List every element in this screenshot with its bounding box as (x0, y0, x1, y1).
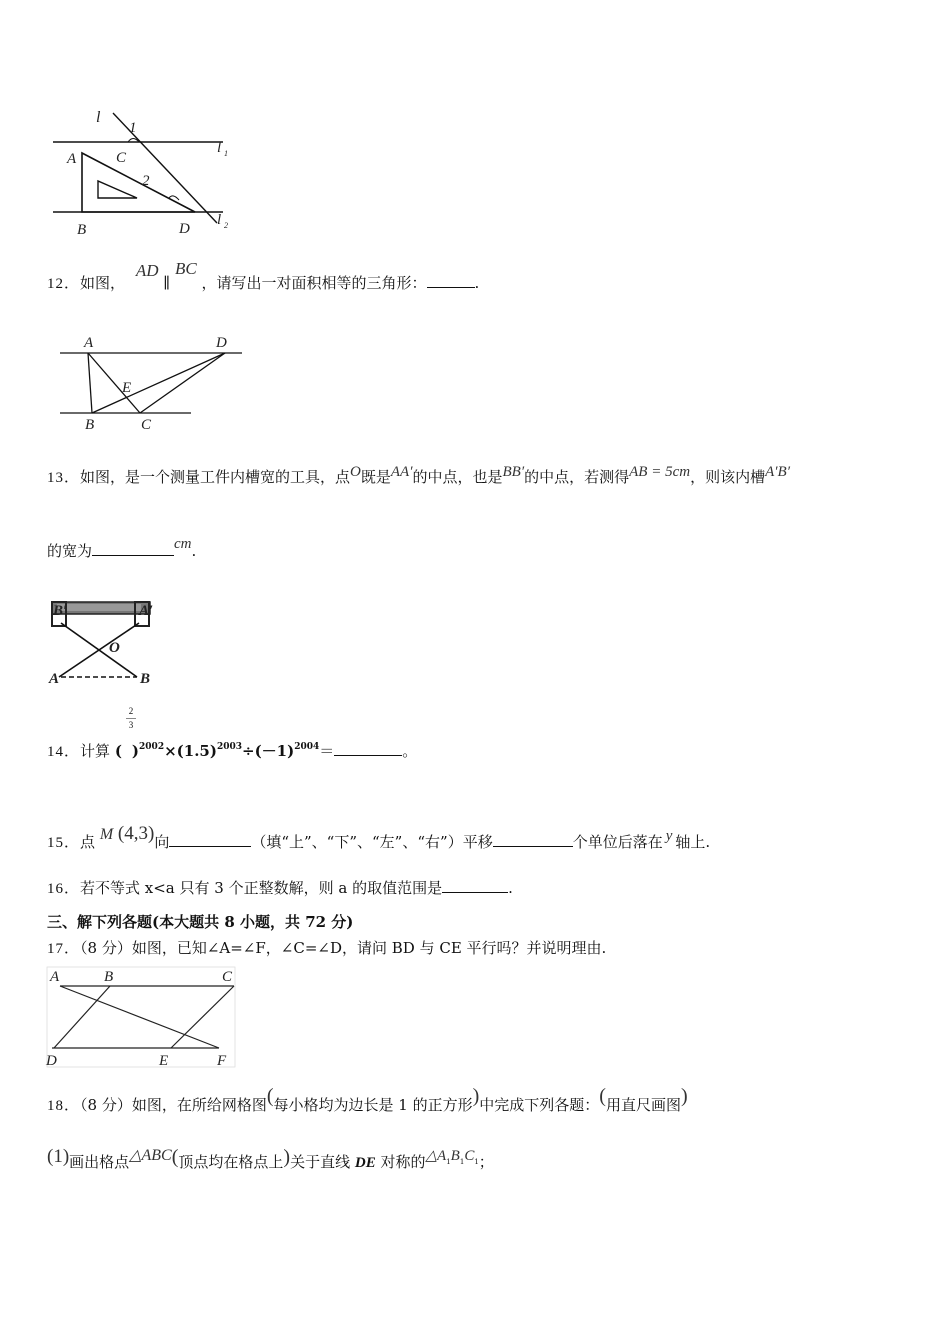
fig17-label-F: F (217, 1053, 227, 1069)
fig11-label-2: 2 (142, 173, 150, 189)
q18-1-s2: 1 (459, 1158, 465, 1166)
q14-answer-blank[interactable] (334, 741, 402, 756)
q18-1-s1: 1 (446, 1158, 451, 1166)
question-13 (47, 466, 790, 489)
q14-t2: ×(1.5) (164, 742, 217, 760)
fig17-label-E: E (159, 1053, 169, 1069)
fig12-label-E: E (122, 380, 132, 396)
q18-1-s3: 1 (474, 1158, 479, 1166)
q18-1-c: C (464, 1148, 475, 1164)
q17-score: （8 分） (80, 939, 132, 957)
q18-1-t4: 对称的 (380, 1153, 426, 1171)
q18-t2: 每小格均为边长是 1 的正方形 (273, 1096, 473, 1114)
q13-bb: BB′ (502, 464, 525, 480)
q12-end: . (474, 274, 480, 292)
q13-t1: 如图，是一个测量工件内槽宽的工具，点 (80, 468, 351, 486)
q13-t2: 既是 (360, 468, 391, 486)
q18-1-t2: 顶点均在格点上 (178, 1153, 284, 1171)
q18-1-abc: △ABC (129, 1147, 172, 1164)
fig13-label-A: A (49, 671, 60, 687)
question-15 (47, 823, 711, 854)
q12-answer-blank[interactable] (427, 273, 475, 288)
q18-score: （8 分） (80, 1096, 132, 1114)
question-18: 18．（8 分）如图，在所给网格图(每小格均为边长是 1 的正方形)中完成下列各题：(用直尺画图) (47, 1085, 688, 1114)
q13-cm: cm (174, 536, 192, 552)
q16-answer-blank[interactable] (442, 878, 508, 893)
q12-text: ，请写出一对面积相等的三角形： (201, 274, 427, 292)
q12-bc: BC (174, 259, 197, 278)
fig11-label-l: l (96, 109, 101, 126)
q18-number: 18． (47, 1098, 81, 1114)
q13-t4: 的中点，若测得 (524, 468, 630, 486)
q12-ad: AD (135, 261, 159, 280)
figure-12 (55, 330, 250, 435)
q14-end: 。 (402, 742, 418, 760)
q14-t3: ÷(－1) (242, 742, 295, 760)
q15-t5: 轴上. (675, 833, 711, 851)
figure-17 (44, 964, 239, 1070)
q18-t4: 用直尺画图 (605, 1096, 681, 1114)
q13-answer-blank[interactable] (92, 541, 174, 556)
q18-1-de: DE (354, 1155, 376, 1171)
q14-open: ( (114, 742, 122, 760)
q12-parallel: ∥ (163, 274, 171, 292)
q15-y: y (665, 828, 673, 844)
fig13-label-Ap: A′ (139, 603, 154, 619)
q14-e3: 2004 (294, 742, 320, 752)
q14-frac-den: 3 (128, 720, 134, 730)
q14-close: ) (131, 742, 140, 760)
q15-t3: （填“上”、“下”、“左”、“右”）平移 (251, 833, 493, 851)
fig11-label-C: C (116, 150, 127, 166)
q18-1-b: B (450, 1148, 460, 1164)
q17-text: 如图，已知∠A=∠F，∠C=∠D，请问 BD 与 CE 平行吗？并说明理由. (131, 939, 607, 957)
fig17-label-D: D (46, 1053, 57, 1069)
q13-o: O (350, 464, 361, 480)
fig17-label-A: A (50, 969, 60, 985)
q15-coord: (4,3) (117, 823, 155, 844)
q18-1-end: ； (478, 1153, 494, 1171)
fig11-label-l1-sub: 1 (224, 149, 228, 158)
section-3-title: 三、解下列各题(本大题共 8 小题，共 72 分) (47, 913, 354, 931)
fig13-label-Bp: B′ (53, 603, 68, 619)
figure-11 (45, 105, 245, 240)
fig17-label-B: B (104, 969, 114, 985)
fig11-label-l2: l (217, 212, 222, 228)
q15-t2: 向 (154, 833, 170, 851)
q15-number: 15． (47, 835, 81, 851)
q14-e2: 2003 (216, 742, 243, 752)
q18-1-t3: 关于直线 (290, 1153, 351, 1171)
q13-t6: 的宽为 (47, 542, 93, 560)
q13-t5: ，则该内槽 (690, 468, 766, 486)
fig11-label-l1: l (217, 140, 222, 156)
fig11-label-1: 1 (129, 120, 137, 136)
q15-units-blank[interactable] (493, 832, 573, 847)
q13-ab2: A′B′ (765, 464, 790, 480)
q15-t4: 个单位后落在 (572, 833, 663, 851)
fig12-label-A: A (84, 335, 94, 351)
question-13-line2 (47, 536, 197, 563)
fig17-label-C: C (222, 969, 233, 985)
q14-t4: ＝ (319, 742, 335, 760)
q18-t1: 如图，在所给网格图 (131, 1096, 267, 1114)
q13-ab: AB = 5cm (629, 464, 691, 480)
question-17 (47, 937, 606, 960)
q13-t3: 的中点，也是 (412, 468, 503, 486)
question-12 (47, 259, 480, 295)
fig13-label-B: B (140, 671, 151, 687)
q18-t3: 中完成下列各题： (479, 1096, 600, 1114)
q14-t1: 计算 (80, 742, 111, 760)
q13-number: 13． (47, 470, 81, 486)
q14-fraction (126, 706, 136, 731)
q12-prefix: 如图， (80, 274, 126, 292)
q13-aa: AA′ (390, 464, 413, 480)
q18-1-t1: 画出格点 (69, 1153, 130, 1171)
fig11-label-D: D (179, 221, 190, 237)
q16-number: 16． (47, 881, 81, 897)
question-16 (47, 877, 513, 900)
fig12-label-D: D (216, 335, 227, 351)
fig11-label-B: B (77, 222, 87, 238)
q18-1-tri: △A (425, 1148, 447, 1164)
question-14 (47, 736, 417, 763)
fig11-label-A: A (67, 151, 77, 167)
q15-m: M (99, 826, 114, 843)
fig11-label-l2-sub: 2 (224, 221, 228, 230)
q14-frac-num: 2 (128, 706, 134, 716)
q13-end: . (191, 542, 197, 560)
fig12-label-C: C (141, 417, 152, 433)
q15-direction-blank[interactable] (169, 832, 251, 847)
q14-e1: 2002 (139, 742, 165, 752)
q15-t1: 点 (80, 833, 96, 851)
fig12-label-B: B (85, 417, 95, 433)
q16-end: . (508, 879, 513, 897)
fig13-label-O: O (109, 640, 120, 656)
q14-number: 14． (47, 744, 81, 760)
q17-number: 17． (47, 941, 81, 957)
figure-13 (45, 595, 165, 690)
q12-number: 12． (47, 276, 81, 292)
q16-text: 若不等式 x<a 只有 3 个正整数解，则 a 的取值范围是 (80, 879, 443, 897)
q18-1-num: (1) (47, 1146, 70, 1167)
question-18-part-1: (1)画出格点△ABC(顶点均在格点上)关于直线 DE 对称的$\triangle A^1B^1C^1$； (47, 1146, 494, 1171)
